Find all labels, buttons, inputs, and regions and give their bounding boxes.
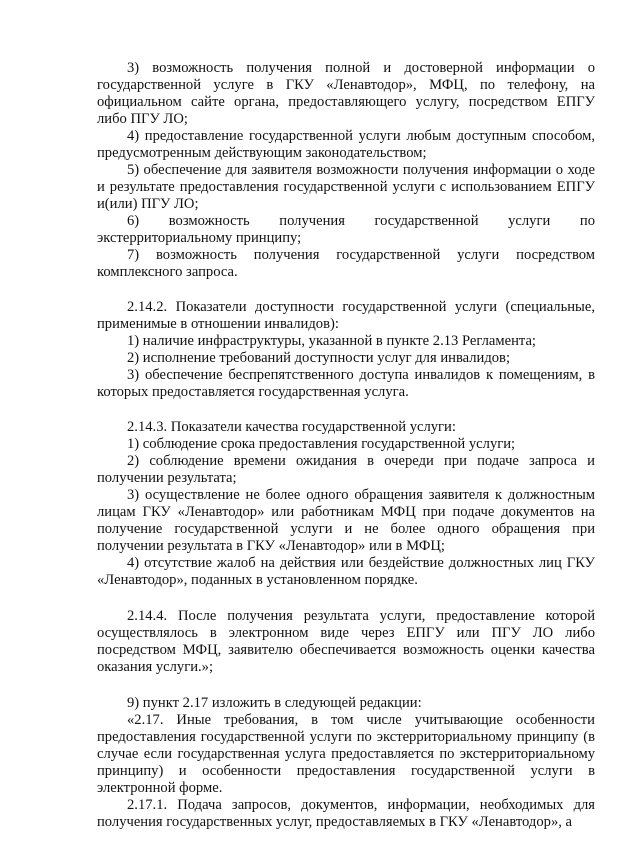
section-2-17: «2.17. Иные требования, в том числе учитывающие особенности предоставления государственной услуги по экстерриториальному принципу (в случае если государственная услуга предоставляется по экстерриториальному принципу) и особенности предоставления государственной услуги в электронной форме. [97, 712, 595, 796]
quality-item-1: 1) соблюдение срока предоставления государственной услуги; [127, 436, 516, 452]
accessibility-item-2: 2) исполнение требований доступности услуг для инвалидов; [127, 350, 511, 366]
section-2-14-4: 2.14.4. После получения результата услуги, предоставление которой осуществлялось в электронном виде через ЕПГУ или ПГУ ЛО либо посредством МФЦ, заявителю обеспечивается возможность оценки качества оказания услуги.»; [97, 608, 595, 675]
item-7-complex-request: 7) возможность получения государственной услуги посредством комплексного запроса. [97, 247, 595, 280]
document-body [97, 60, 595, 831]
quality-item-4: 4) отсутствие жалоб на действия или бездействие должностных лиц ГКУ «Ленавтодор», поданных в установленном порядке. [97, 555, 595, 588]
quality-item-3: 3) осуществление не более одного обращения заявителя к должностным лицам ГКУ «Ленавтодор» или работникам МФЦ при подаче документов на получение государственной услуги и не более одного обращения при получении результата в ГКУ «Ленавтодор» или в МФЦ; [97, 487, 595, 554]
section-2-17-1: 2.17.1. Подача запросов, документов, информации, необходимых для получения государственных услуг, предоставляемых в ГКУ «Ленавтодор», а [97, 797, 595, 830]
accessibility-item-3: 3) обеспечение беспрепятственного доступа инвалидов к помещениям, в которых предоставляется государственная услуга. [97, 367, 595, 400]
accessibility-item-1: 1) наличие инфраструктуры, указанной в пункте 2.13 Регламента; [127, 333, 536, 349]
item-6-extraterritorial: 6) возможность получения государственной услуги по экстерриториальному принципу; [97, 213, 595, 246]
quality-item-2: 2) соблюдение времени ожидания в очереди при подаче запроса и получении результата; [97, 453, 595, 486]
amendment-item-9: 9) пункт 2.17 изложить в следующей редакции: [127, 695, 422, 711]
section-2-14-3-heading: 2.14.3. Показатели качества государственной услуги: [127, 419, 456, 435]
item-3-info-access: 3) возможность получения полной и достоверной информации о государственной услуге в ГКУ «Ленавтодор», МФЦ, по телефону, на официальном сайте органа, предоставляющего услугу, посредством ЕПГУ либо ПГУ ЛО; [97, 60, 595, 127]
section-2-14-2-heading: 2.14.2. Показатели доступности государственной услуги (специальные, применимые в отношении инвалидов): [97, 299, 595, 332]
item-4-any-method: 4) предоставление государственной услуги любым доступным способом, предусмотренным действующим законодательством; [97, 128, 595, 161]
item-5-progress-info: 5) обеспечение для заявителя возможности получения информации о ходе и результате предоставления государственной услуги с использованием ЕПГУ и(или) ПГУ ЛО; [97, 162, 595, 212]
